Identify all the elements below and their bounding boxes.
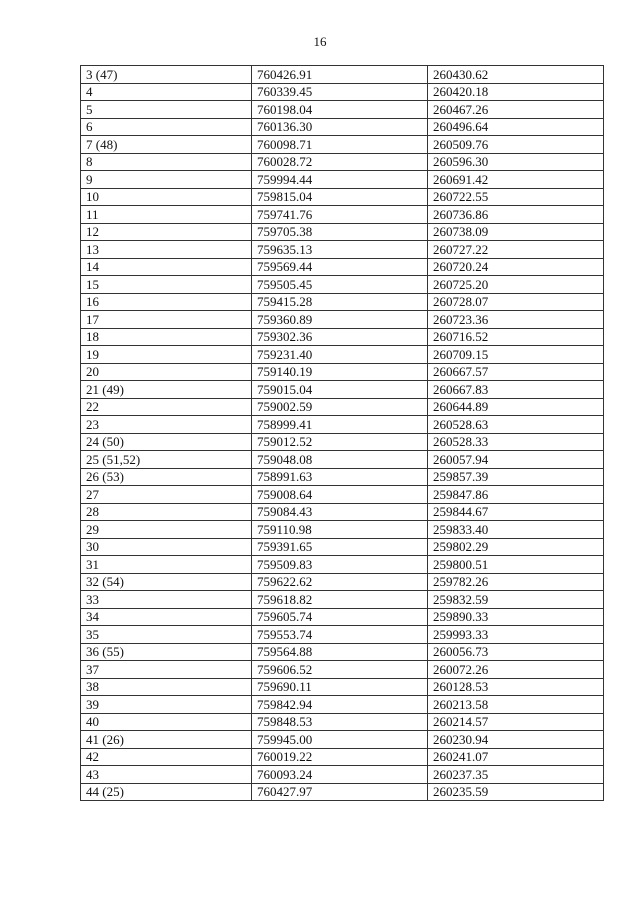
page-number: 16 bbox=[313, 34, 327, 49]
x-coordinate-cell: 760198.04 bbox=[252, 101, 428, 119]
y-coordinate-cell: 260736.86 bbox=[428, 206, 604, 224]
point-number-cell: 35 bbox=[81, 626, 252, 644]
table-row bbox=[81, 731, 604, 749]
table-row bbox=[81, 661, 604, 679]
x-coordinate-cell: 759231.40 bbox=[252, 346, 428, 364]
point-number-cell: 33 bbox=[81, 591, 252, 609]
y-coordinate-cell: 260496.64 bbox=[428, 118, 604, 136]
x-coordinate-cell: 759505.45 bbox=[252, 276, 428, 294]
y-coordinate-cell: 260237.35 bbox=[428, 766, 604, 784]
y-coordinate-cell: 259833.40 bbox=[428, 521, 604, 539]
table-row bbox=[81, 696, 604, 714]
y-coordinate-cell: 260072.26 bbox=[428, 661, 604, 679]
coordinates-table-body bbox=[81, 66, 604, 801]
y-coordinate-cell: 260727.22 bbox=[428, 241, 604, 259]
x-coordinate-cell: 759360.89 bbox=[252, 311, 428, 329]
y-coordinate-cell: 260720.24 bbox=[428, 258, 604, 276]
coordinates-table bbox=[80, 65, 604, 801]
point-number-cell: 9 bbox=[81, 171, 252, 189]
table-row bbox=[81, 311, 604, 329]
point-number-cell: 8 bbox=[81, 153, 252, 171]
table-row bbox=[81, 293, 604, 311]
table-row bbox=[81, 171, 604, 189]
y-coordinate-cell: 260128.53 bbox=[428, 678, 604, 696]
table-row bbox=[81, 748, 604, 766]
x-coordinate-cell: 759302.36 bbox=[252, 328, 428, 346]
x-coordinate-cell: 759564.88 bbox=[252, 643, 428, 661]
x-coordinate-cell: 759415.28 bbox=[252, 293, 428, 311]
y-coordinate-cell: 260667.57 bbox=[428, 363, 604, 381]
y-coordinate-cell: 259832.59 bbox=[428, 591, 604, 609]
table-row bbox=[81, 538, 604, 556]
x-coordinate-cell: 759110.98 bbox=[252, 521, 428, 539]
y-coordinate-cell: 260509.76 bbox=[428, 136, 604, 154]
point-number-cell: 36 (55) bbox=[81, 643, 252, 661]
y-coordinate-cell: 259847.86 bbox=[428, 486, 604, 504]
point-number-cell: 19 bbox=[81, 346, 252, 364]
table-row bbox=[81, 136, 604, 154]
table-row bbox=[81, 573, 604, 591]
y-coordinate-cell: 259844.67 bbox=[428, 503, 604, 521]
point-number-cell: 11 bbox=[81, 206, 252, 224]
x-coordinate-cell: 759569.44 bbox=[252, 258, 428, 276]
point-number-cell: 3 (47) bbox=[81, 66, 252, 84]
point-number-cell: 32 (54) bbox=[81, 573, 252, 591]
point-number-cell: 27 bbox=[81, 486, 252, 504]
x-coordinate-cell: 759618.82 bbox=[252, 591, 428, 609]
y-coordinate-cell: 260667.83 bbox=[428, 381, 604, 399]
y-coordinate-cell: 259857.39 bbox=[428, 468, 604, 486]
table-row bbox=[81, 433, 604, 451]
point-number-cell: 14 bbox=[81, 258, 252, 276]
point-number-cell: 20 bbox=[81, 363, 252, 381]
table-row bbox=[81, 556, 604, 574]
point-number-cell: 23 bbox=[81, 416, 252, 434]
table-row bbox=[81, 643, 604, 661]
y-coordinate-cell: 260420.18 bbox=[428, 83, 604, 101]
x-coordinate-cell: 759945.00 bbox=[252, 731, 428, 749]
x-coordinate-cell: 760098.71 bbox=[252, 136, 428, 154]
y-coordinate-cell: 260716.52 bbox=[428, 328, 604, 346]
point-number-cell: 5 bbox=[81, 101, 252, 119]
point-number-cell: 44 (25) bbox=[81, 783, 252, 801]
x-coordinate-cell: 759002.59 bbox=[252, 398, 428, 416]
y-coordinate-cell: 260644.89 bbox=[428, 398, 604, 416]
table-row bbox=[81, 416, 604, 434]
point-number-cell: 7 (48) bbox=[81, 136, 252, 154]
x-coordinate-cell: 760019.22 bbox=[252, 748, 428, 766]
x-coordinate-cell: 759690.11 bbox=[252, 678, 428, 696]
table-row bbox=[81, 503, 604, 521]
x-coordinate-cell: 759705.38 bbox=[252, 223, 428, 241]
table-row bbox=[81, 451, 604, 469]
y-coordinate-cell: 259802.29 bbox=[428, 538, 604, 556]
point-number-cell: 34 bbox=[81, 608, 252, 626]
point-number-cell: 6 bbox=[81, 118, 252, 136]
point-number-cell: 16 bbox=[81, 293, 252, 311]
point-number-cell: 13 bbox=[81, 241, 252, 259]
point-number-cell: 26 (53) bbox=[81, 468, 252, 486]
x-coordinate-cell: 760093.24 bbox=[252, 766, 428, 784]
x-coordinate-cell: 760136.30 bbox=[252, 118, 428, 136]
table-row bbox=[81, 766, 604, 784]
table-row bbox=[81, 626, 604, 644]
table-row bbox=[81, 346, 604, 364]
point-number-cell: 10 bbox=[81, 188, 252, 206]
table-row bbox=[81, 101, 604, 119]
x-coordinate-cell: 759391.65 bbox=[252, 538, 428, 556]
point-number-cell: 41 (26) bbox=[81, 731, 252, 749]
x-coordinate-cell: 759994.44 bbox=[252, 171, 428, 189]
point-number-cell: 15 bbox=[81, 276, 252, 294]
y-coordinate-cell: 260213.58 bbox=[428, 696, 604, 714]
x-coordinate-cell: 759015.04 bbox=[252, 381, 428, 399]
x-coordinate-cell: 759008.64 bbox=[252, 486, 428, 504]
point-number-cell: 4 bbox=[81, 83, 252, 101]
y-coordinate-cell: 260691.42 bbox=[428, 171, 604, 189]
point-number-cell: 40 bbox=[81, 713, 252, 731]
y-coordinate-cell: 260235.59 bbox=[428, 783, 604, 801]
y-coordinate-cell: 260057.94 bbox=[428, 451, 604, 469]
x-coordinate-cell: 759048.08 bbox=[252, 451, 428, 469]
table-row bbox=[81, 83, 604, 101]
y-coordinate-cell: 260728.07 bbox=[428, 293, 604, 311]
y-coordinate-cell: 260430.62 bbox=[428, 66, 604, 84]
y-coordinate-cell: 260596.30 bbox=[428, 153, 604, 171]
y-coordinate-cell: 260722.55 bbox=[428, 188, 604, 206]
table-row bbox=[81, 118, 604, 136]
point-number-cell: 29 bbox=[81, 521, 252, 539]
y-coordinate-cell: 260241.07 bbox=[428, 748, 604, 766]
table-row bbox=[81, 363, 604, 381]
table-row bbox=[81, 713, 604, 731]
table-row bbox=[81, 328, 604, 346]
x-coordinate-cell: 760339.45 bbox=[252, 83, 428, 101]
point-number-cell: 25 (51,52) bbox=[81, 451, 252, 469]
point-number-cell: 12 bbox=[81, 223, 252, 241]
y-coordinate-cell: 260214.57 bbox=[428, 713, 604, 731]
table-row bbox=[81, 258, 604, 276]
point-number-cell: 22 bbox=[81, 398, 252, 416]
table-row bbox=[81, 486, 604, 504]
point-number-cell: 24 (50) bbox=[81, 433, 252, 451]
y-coordinate-cell: 260056.73 bbox=[428, 643, 604, 661]
table-row bbox=[81, 783, 604, 801]
table-row bbox=[81, 153, 604, 171]
point-number-cell: 18 bbox=[81, 328, 252, 346]
point-number-cell: 31 bbox=[81, 556, 252, 574]
y-coordinate-cell: 260230.94 bbox=[428, 731, 604, 749]
table-row bbox=[81, 608, 604, 626]
point-number-cell: 39 bbox=[81, 696, 252, 714]
x-coordinate-cell: 759140.19 bbox=[252, 363, 428, 381]
y-coordinate-cell: 260528.33 bbox=[428, 433, 604, 451]
x-coordinate-cell: 760028.72 bbox=[252, 153, 428, 171]
table-row bbox=[81, 521, 604, 539]
y-coordinate-cell: 259800.51 bbox=[428, 556, 604, 574]
y-coordinate-cell: 260723.36 bbox=[428, 311, 604, 329]
x-coordinate-cell: 759842.94 bbox=[252, 696, 428, 714]
point-number-cell: 28 bbox=[81, 503, 252, 521]
point-number-cell: 42 bbox=[81, 748, 252, 766]
x-coordinate-cell: 759605.74 bbox=[252, 608, 428, 626]
y-coordinate-cell: 260528.63 bbox=[428, 416, 604, 434]
table-row bbox=[81, 381, 604, 399]
x-coordinate-cell: 759848.53 bbox=[252, 713, 428, 731]
x-coordinate-cell: 759606.52 bbox=[252, 661, 428, 679]
point-number-cell: 37 bbox=[81, 661, 252, 679]
x-coordinate-cell: 759815.04 bbox=[252, 188, 428, 206]
table-row bbox=[81, 206, 604, 224]
table-row bbox=[81, 398, 604, 416]
y-coordinate-cell: 259993.33 bbox=[428, 626, 604, 644]
y-coordinate-cell: 259782.26 bbox=[428, 573, 604, 591]
table-row bbox=[81, 678, 604, 696]
point-number-cell: 21 (49) bbox=[81, 381, 252, 399]
point-number-cell: 43 bbox=[81, 766, 252, 784]
x-coordinate-cell: 759553.74 bbox=[252, 626, 428, 644]
x-coordinate-cell: 758991.63 bbox=[252, 468, 428, 486]
x-coordinate-cell: 758999.41 bbox=[252, 416, 428, 434]
x-coordinate-cell: 760426.91 bbox=[252, 66, 428, 84]
y-coordinate-cell: 260738.09 bbox=[428, 223, 604, 241]
x-coordinate-cell: 759741.76 bbox=[252, 206, 428, 224]
table-row bbox=[81, 468, 604, 486]
point-number-cell: 38 bbox=[81, 678, 252, 696]
table-row bbox=[81, 188, 604, 206]
point-number-cell: 30 bbox=[81, 538, 252, 556]
x-coordinate-cell: 759622.62 bbox=[252, 573, 428, 591]
table-row bbox=[81, 66, 604, 84]
x-coordinate-cell: 760427.97 bbox=[252, 783, 428, 801]
y-coordinate-cell: 260467.26 bbox=[428, 101, 604, 119]
y-coordinate-cell: 260709.15 bbox=[428, 346, 604, 364]
x-coordinate-cell: 759635.13 bbox=[252, 241, 428, 259]
x-coordinate-cell: 759084.43 bbox=[252, 503, 428, 521]
x-coordinate-cell: 759509.83 bbox=[252, 556, 428, 574]
table-row bbox=[81, 591, 604, 609]
table-row bbox=[81, 223, 604, 241]
table-row bbox=[81, 276, 604, 294]
y-coordinate-cell: 260725.20 bbox=[428, 276, 604, 294]
point-number-cell: 17 bbox=[81, 311, 252, 329]
x-coordinate-cell: 759012.52 bbox=[252, 433, 428, 451]
table-row bbox=[81, 241, 604, 259]
y-coordinate-cell: 259890.33 bbox=[428, 608, 604, 626]
